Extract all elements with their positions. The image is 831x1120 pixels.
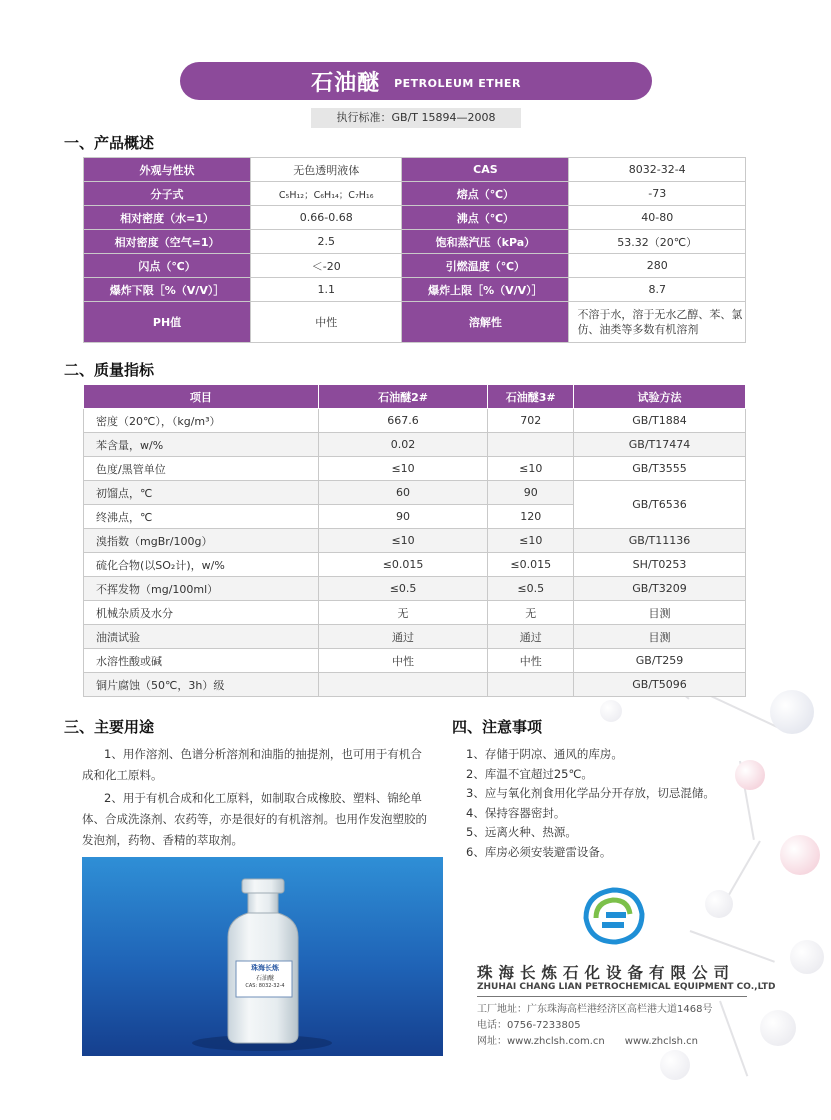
overview-value: C₅H₁₂；C₆H₁₄；C₇H₁₆ — [251, 182, 402, 206]
table-row — [84, 673, 746, 697]
table-cell-b: 通过 — [488, 625, 574, 649]
table-cell-b: 中性 — [488, 649, 574, 673]
table-cell-b — [488, 673, 574, 697]
overview-key: 相对密度（水=1） — [84, 206, 251, 230]
overview-key: PH值 — [84, 302, 251, 343]
column-header: 石油醚2# — [318, 385, 488, 409]
overview-key: 外观与性状 — [84, 158, 251, 182]
reagent-bottle-image — [82, 857, 443, 1056]
table-cell-m: GB/T11136 — [574, 529, 746, 553]
list-item: 1、存储于阴凉、通风的库房。 — [466, 747, 623, 761]
product-title-cn: 石油醚 — [311, 70, 381, 96]
overview-key: 爆炸上限［%（V/V）］ — [402, 278, 569, 302]
overview-row — [84, 278, 746, 302]
table-cell-b: ≤10 — [488, 457, 574, 481]
overview-value: 8.7 — [569, 278, 746, 302]
table-cell-item: 硫化合物(以SO₂计)，w/% — [84, 553, 319, 577]
overview-row — [84, 158, 746, 182]
overview-value: 中性 — [251, 302, 402, 343]
list-item: 2、库温不宜超过25℃。 — [466, 766, 593, 781]
table-row — [84, 553, 746, 577]
table-cell-item: 铜片腐蚀（50℃，3h）级 — [84, 673, 319, 697]
company-divider — [477, 996, 747, 997]
table-cell-a: 60 — [318, 481, 488, 505]
product-title-en: PETROLEUM ETHER — [394, 76, 521, 90]
table-cell-b: 120 — [488, 505, 574, 529]
table-cell-item: 不挥发物（mg/100ml） — [84, 577, 319, 601]
company-logo — [580, 886, 646, 946]
overview-value: 0.66-0.68 — [251, 206, 402, 230]
table-cell-a: ≤10 — [318, 457, 488, 481]
overview-key: 相对密度（空气=1） — [84, 230, 251, 254]
table-cell-b: ≤0.015 — [488, 553, 574, 577]
overview-key: 分子式 — [84, 182, 251, 206]
table-row — [84, 529, 746, 553]
table-cell-b: 无 — [488, 601, 574, 625]
section-heading-overview: 一、产品概述 — [64, 134, 155, 152]
overview-value: 40-80 — [569, 206, 746, 230]
table-cell-m: GB/T1884 — [574, 409, 746, 433]
list-item: 5、远离火种、热源。 — [466, 825, 577, 839]
notes-list — [466, 745, 715, 862]
uses-paragraph-2: 2、用于有机合成和化工原料，如制取合成橡胶、塑料、锦纶单体、合成洗涤剂、农药等，亦是很好的有机溶剂。也用作发泡塑胶的发泡剂，药物、香精的萃取剂。 — [82, 791, 427, 847]
table-cell-m: GB/T259 — [574, 649, 746, 673]
company-name-cn: 珠海长炼石化设备有限公司 — [477, 964, 736, 982]
overview-value: 53.32（20℃） — [569, 230, 746, 254]
table-cell-a: ≤10 — [318, 529, 488, 553]
company-address: 工厂地址：广东珠海高栏港经济区高栏港大道1468号 — [477, 1004, 713, 1015]
table-cell-m: 目测 — [574, 601, 746, 625]
table-row — [84, 601, 746, 625]
table-cell-item: 溴指数（mgBr/100g） — [84, 529, 319, 553]
table-cell-item: 苯含量，w/% — [84, 433, 319, 457]
column-header: 石油醚3# — [488, 385, 574, 409]
table-cell-item: 机械杂质及水分 — [84, 601, 319, 625]
company-web-2: www.zhclsh.cn — [624, 1036, 698, 1047]
table-cell-m: 目测 — [574, 625, 746, 649]
section-heading-notes: 四、注意事项 — [452, 718, 543, 736]
table-cell-item: 初馏点，℃ — [84, 481, 319, 505]
company-web-1: 网址：www.zhclsh.com.cn — [477, 1036, 605, 1047]
bottle-label-cas: CAS: 8032-32-4 — [245, 983, 285, 989]
overview-key: 闪点（℃） — [84, 254, 251, 278]
table-cell-a: ≤0.015 — [318, 553, 488, 577]
overview-value: 280 — [569, 254, 746, 278]
list-item: 6、库房必须安装避雷设备。 — [466, 844, 612, 859]
table-cell-a: 90 — [318, 505, 488, 529]
table-cell-a: 中性 — [318, 649, 488, 673]
table-cell-b: ≤10 — [488, 529, 574, 553]
product-photo — [82, 857, 443, 1056]
table-cell-m: GB/T6536 — [574, 481, 746, 529]
overview-value: 1.1 — [251, 278, 402, 302]
column-header: 项目 — [84, 385, 319, 409]
table-row — [84, 457, 746, 481]
table-row — [84, 577, 746, 601]
table-cell-item: 密度（20℃），（kg/m³） — [84, 409, 319, 433]
list-item: 4、保持容器密封。 — [466, 805, 566, 820]
overview-key: CAS — [402, 158, 569, 182]
table-cell-a: 667.6 — [318, 409, 488, 433]
table-row — [84, 649, 746, 673]
table-row — [84, 625, 746, 649]
table-cell-b: ≤0.5 — [488, 577, 574, 601]
table-row — [84, 433, 746, 457]
section-heading-quality: 二、质量指标 — [64, 361, 155, 379]
table-cell-b — [488, 433, 574, 457]
table-cell-a — [318, 673, 488, 697]
overview-row — [84, 302, 746, 343]
table-cell-a: 通过 — [318, 625, 488, 649]
overview-row — [84, 206, 746, 230]
overview-value: 2.5 — [251, 230, 402, 254]
overview-key: 爆炸下限［%（V/V）］ — [84, 278, 251, 302]
table-cell-a: 无 — [318, 601, 488, 625]
table-cell-item: 油渍试验 — [84, 625, 319, 649]
column-header: 试验方法 — [574, 385, 746, 409]
overview-value: 无色透明液体 — [251, 158, 402, 182]
table-cell-item: 水溶性酸或碱 — [84, 649, 319, 673]
overview-key: 沸点（℃） — [402, 206, 569, 230]
company-name-en: ZHUHAI CHANG LIAN PETROCHEMICAL EQUIPMENT CO.,LTD — [477, 982, 776, 992]
table-cell-a: ≤0.5 — [318, 577, 488, 601]
overview-value: 不溶于水，溶于无水乙醇、苯、氯仿、油类等多数有机溶剂 — [569, 302, 746, 343]
overview-row — [84, 254, 746, 278]
table-cell-m: SH/T0253 — [574, 553, 746, 577]
overview-row — [84, 182, 746, 206]
table-row — [84, 481, 746, 505]
overview-table — [83, 157, 746, 343]
standard-label: 执行标准：GB/T 15894—2008 — [311, 108, 521, 128]
table-cell-b: 702 — [488, 409, 574, 433]
company-web — [477, 1034, 712, 1050]
overview-key: 熔点（℃） — [402, 182, 569, 206]
bottle-label-brand: 珠海长炼 — [251, 964, 279, 972]
table-cell-b: 90 — [488, 481, 574, 505]
table-row — [84, 409, 746, 433]
table-cell-m: GB/T5096 — [574, 673, 746, 697]
overview-key: 饱和蒸汽压（kPa） — [402, 230, 569, 254]
overview-key: 引燃温度（℃） — [402, 254, 569, 278]
overview-value: ＜-20 — [251, 254, 402, 278]
company-phone: 电话：0756-7233805 — [477, 1020, 581, 1031]
quality-table — [83, 384, 746, 697]
section-heading-uses: 三、主要用途 — [64, 718, 155, 736]
table-header-row — [84, 385, 746, 409]
overview-key: 溶解性 — [402, 302, 569, 343]
bottle-label-name: 石油醚 — [255, 975, 274, 982]
title-banner — [180, 62, 652, 100]
overview-row — [84, 230, 746, 254]
list-item: 3、应与氧化剂食用化学品分开存放，切忌混储。 — [466, 786, 715, 800]
table-cell-m: GB/T17474 — [574, 433, 746, 457]
table-cell-m: GB/T3555 — [574, 457, 746, 481]
company-contact — [477, 1002, 712, 1050]
table-cell-item: 终沸点，℃ — [84, 505, 319, 529]
overview-value: -73 — [569, 182, 746, 206]
table-cell-item: 色度/黑管单位 — [84, 457, 319, 481]
uses-paragraph-1: 1、用作溶剂、色谱分析溶剂和油脂的抽提剂，也可用于有机合成和化工原料。 — [82, 747, 422, 782]
table-cell-a: 0.02 — [318, 433, 488, 457]
table-cell-m: GB/T3209 — [574, 577, 746, 601]
overview-value: 8032-32-4 — [569, 158, 746, 182]
